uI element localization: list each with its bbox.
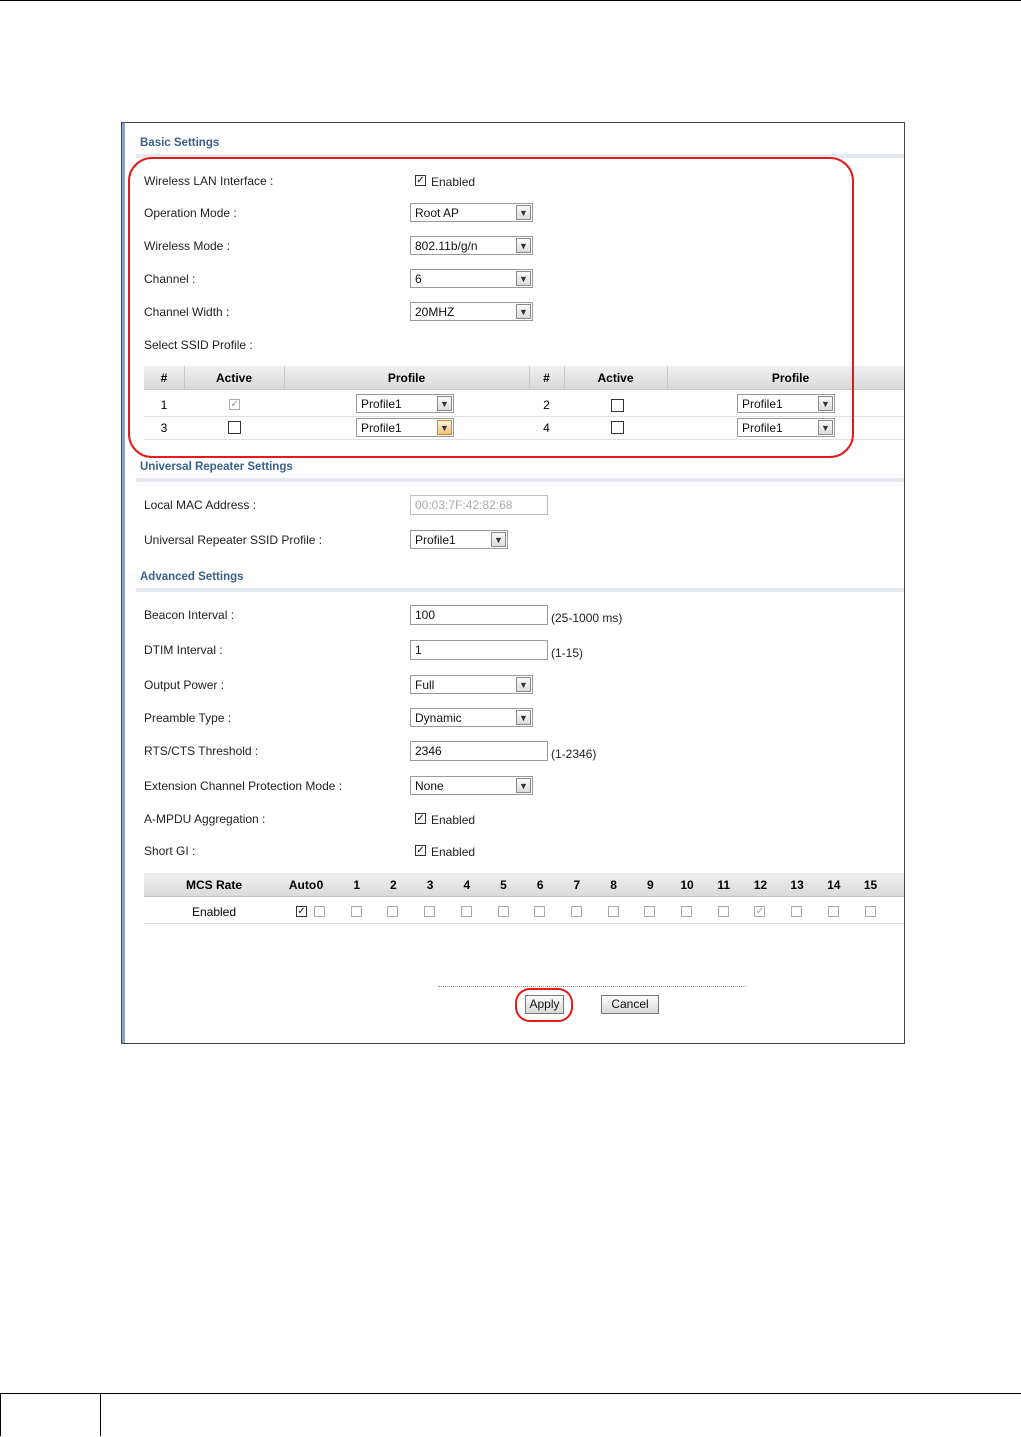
col-header-num-b: #: [543, 371, 550, 385]
preamble-type-label: Preamble Type :: [144, 711, 232, 725]
ssid-row2-num-a: 3: [160, 421, 168, 435]
output-power-label: Output Power :: [144, 678, 225, 692]
mcs-rate-header-0: 0: [316, 878, 324, 892]
col-header-active-b: Active: [597, 371, 634, 385]
rts-cts-label: RTS/CTS Threshold :: [144, 744, 259, 758]
mcs-rate-checkbox-8[interactable]: [608, 906, 619, 917]
page-top-rule: [0, 0, 1021, 1]
mcs-auto-checkbox[interactable]: ✓: [297, 906, 306, 917]
short-gi-checkbox[interactable]: ✓: [416, 845, 425, 856]
advanced-settings-title: Advanced Settings: [140, 571, 244, 583]
mcs-rate-header-6: 6: [536, 878, 544, 892]
dtim-interval-label: DTIM Interval :: [144, 643, 223, 657]
mcs-rate-header-10: 10: [680, 878, 694, 892]
row-divider: [144, 923, 904, 924]
chevron-down-icon: ▼: [818, 420, 833, 435]
section-divider: [136, 588, 904, 592]
mcs-rate-checkbox-7[interactable]: [571, 906, 582, 917]
rts-cts-input[interactable]: 2346: [410, 741, 548, 761]
repeater-ssid-profile-value: Profile1: [415, 533, 456, 547]
mcs-rate-checkbox-9[interactable]: [644, 906, 655, 917]
mcs-rate-header-5: 5: [500, 878, 507, 892]
col-header-active-a: Active: [215, 371, 253, 385]
repeater-settings-title: Universal Repeater Settings: [140, 461, 293, 473]
ext-channel-protection-label: Extension Channel Protection Mode :: [144, 779, 343, 793]
beacon-interval-input[interactable]: 100: [410, 605, 548, 625]
beacon-interval-hint: (25-1000 ms): [551, 611, 623, 625]
beacon-interval-label: Beacon Interval :: [144, 608, 235, 622]
chevron-down-icon: ▼: [516, 205, 531, 220]
ssid-row2-profile-a-value: Profile1: [361, 421, 402, 435]
mcs-rate-checkbox-4[interactable]: [461, 906, 472, 917]
channel-label: Channel :: [144, 272, 196, 286]
mcs-table-header: [144, 873, 904, 897]
operation-mode-value: Root AP: [415, 206, 460, 220]
col-header-profile-a: Profile: [387, 371, 426, 385]
basic-settings-title: Basic Settings: [140, 137, 220, 149]
mcs-rate-header-8: 8: [610, 878, 617, 892]
channel-width-value: 20MHZ: [415, 305, 455, 319]
mcs-rate-checkbox-11[interactable]: [718, 906, 729, 917]
mcs-rate-header-13: 13: [790, 878, 804, 892]
short-gi-enabled-label: Enabled: [431, 845, 476, 859]
operation-mode-label: Operation Mode :: [144, 206, 237, 220]
mcs-auto-header: Auto: [288, 878, 317, 892]
mcs-rate-header-3: 3: [426, 878, 434, 892]
repeater-ssid-profile-select[interactable]: [410, 530, 508, 549]
wireless-mode-value: 802.11b/g/n: [415, 239, 478, 253]
mcs-rate-header-12: 12: [753, 878, 768, 892]
ssid-row1-num-a: 1: [160, 398, 168, 412]
output-power-select[interactable]: [410, 675, 533, 694]
wireless-mode-label: Wireless Mode :: [144, 239, 231, 253]
ssid-row1-profile-a-value: Profile1: [361, 397, 402, 411]
mcs-rate-header-1: 1: [353, 878, 361, 892]
mcs-rate-checkbox-5[interactable]: [498, 906, 509, 917]
page-bottom-rule: [101, 1393, 1021, 1394]
mcs-rate-checkbox-13[interactable]: [791, 906, 802, 917]
page-number-box: [0, 1393, 101, 1436]
mcs-rate-checkbox-10[interactable]: [681, 906, 692, 917]
chevron-down-icon: ▼: [437, 396, 452, 411]
mcs-rate-checkbox-15[interactable]: [865, 906, 876, 917]
mcs-rate-header-4: 4: [463, 878, 471, 892]
mcs-rate-header-9: 9: [646, 878, 654, 892]
mcs-rate-checkbox-12[interactable]: ✓: [755, 906, 765, 917]
chevron-down-icon: ▼: [437, 420, 452, 435]
preamble-type-select[interactable]: [410, 708, 533, 727]
mcs-enabled-label: Enabled: [191, 905, 237, 919]
mcs-rate-header: MCS Rate: [185, 878, 242, 892]
preamble-type-value: Dynamic: [415, 711, 462, 725]
chevron-down-icon: ▼: [516, 304, 531, 319]
wireless-lan-checkbox[interactable]: ✓: [416, 175, 425, 186]
chevron-down-icon: ▼: [516, 710, 531, 725]
col-header-num-a: #: [160, 371, 168, 385]
apply-button[interactable]: Apply: [525, 995, 564, 1014]
mcs-rate-checkbox-2[interactable]: [387, 906, 398, 917]
mcs-rate-header-11: 11: [717, 878, 731, 892]
mcs-rate-checkbox-6[interactable]: [534, 906, 545, 917]
section-divider: [136, 478, 904, 482]
chevron-down-icon: ▼: [818, 396, 833, 411]
apply-highlight: [515, 988, 573, 1022]
local-mac-field: 00:03:7F:42:82:68: [410, 495, 548, 515]
wireless-lan-enabled-label: Enabled: [431, 175, 476, 189]
wireless-settings-screenshot: [121, 122, 905, 1044]
mcs-rate-checkbox-1[interactable]: [351, 906, 362, 917]
col-header-profile-b: Profile: [771, 371, 810, 385]
basic-settings-highlight: [128, 157, 854, 458]
chevron-down-icon: ▼: [516, 677, 531, 692]
select-ssid-profile-label: Select SSID Profile :: [144, 338, 253, 352]
mcs-rate-header-7: 7: [573, 878, 581, 892]
channel-value: 6: [415, 272, 422, 286]
output-power-value: Full: [415, 678, 435, 692]
repeater-ssid-profile-label: Universal Repeater SSID Profile :: [144, 533, 323, 547]
left-accent-bar: [122, 123, 125, 1043]
ssid-row1-active-a-checkbox: ✓: [230, 399, 239, 410]
ampdu-checkbox[interactable]: ✓: [416, 813, 425, 824]
chevron-down-icon: ▼: [516, 271, 531, 286]
mcs-rate-header-14: 14: [827, 878, 841, 892]
ssid-row2-profile-b-value: Profile1: [742, 421, 783, 435]
button-divider: [438, 986, 746, 987]
dtim-interval-input[interactable]: 1: [410, 640, 548, 660]
short-gi-label: Short GI :: [144, 844, 196, 858]
channel-width-label: Channel Width :: [144, 305, 230, 319]
mcs-rate-checkbox-14[interactable]: [828, 906, 839, 917]
wireless-lan-label: Wireless LAN Interface :: [144, 174, 274, 188]
chevron-down-icon: ▼: [516, 238, 531, 253]
ssid-row1-profile-b-value: Profile1: [742, 397, 783, 411]
dtim-interval-hint: (1-15): [551, 646, 584, 660]
ampdu-label: A-MPDU Aggregation :: [144, 812, 266, 826]
ampdu-enabled-label: Enabled: [431, 813, 476, 827]
mcs-rate-checkbox-0[interactable]: [314, 906, 325, 917]
mcs-rate-header-15: 15: [863, 878, 878, 892]
ext-channel-protection-value: None: [415, 779, 444, 793]
rts-cts-hint: (1-2346): [551, 747, 597, 761]
chevron-down-icon: ▼: [516, 778, 531, 793]
ext-channel-protection-select[interactable]: [410, 776, 533, 795]
ssid-row2-num-b: 4: [543, 421, 550, 435]
ssid-row1-num-b: 2: [543, 398, 550, 412]
mcs-rate-checkbox-3[interactable]: [424, 906, 435, 917]
chevron-down-icon: ▼: [491, 532, 506, 547]
local-mac-label: Local MAC Address :: [144, 498, 257, 512]
cancel-button[interactable]: Cancel: [601, 995, 659, 1014]
mcs-rate-header-2: 2: [390, 878, 397, 892]
